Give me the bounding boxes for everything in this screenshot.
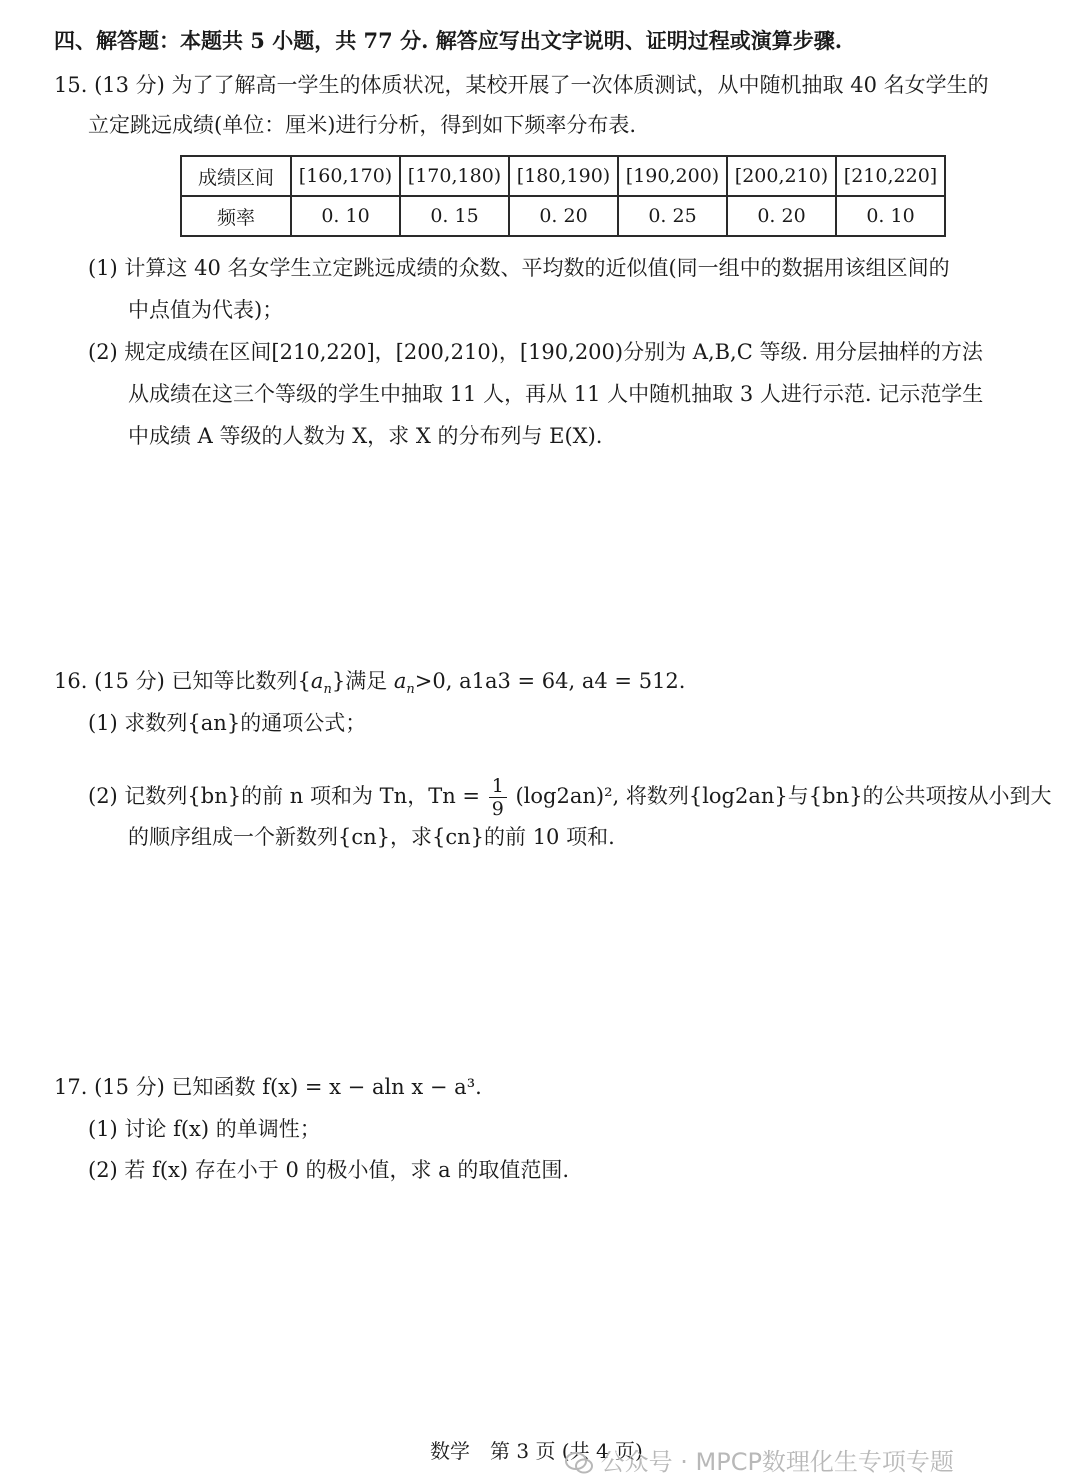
interval-cell: [170,180): [400, 156, 509, 196]
q15-stem-line1: 15. (13 分) 为了了解高一学生的体质状况，某校开展了一次体质测试，从中随机抽取 40 名女学生的: [54, 73, 989, 97]
fraction-denominator: 9: [491, 798, 504, 820]
q16-part1: (1) 求数列{an}的通项公式；: [88, 711, 367, 735]
table-header-label: 成绩区间: [181, 156, 291, 196]
q17-stem: 17. (15 分) 已知函数 f(x) = x − aln x − a³.: [54, 1075, 482, 1099]
table-row-frequency: [181, 196, 945, 236]
q15-part2-line3: 中成绩 A 等级的人数为 X，求 X 的分布列与 E(X).: [128, 424, 603, 448]
frequency-cell: 0. 20: [727, 196, 836, 236]
interval-cell: [210,220]: [836, 156, 945, 196]
q16-stem-mid: 满足: [345, 669, 388, 693]
q16-part2-line1: [88, 766, 1051, 826]
frequency-cell: 0. 10: [291, 196, 400, 236]
interval-cell: [190,200): [618, 156, 727, 196]
page-footer: 数学 第 3 页 (共 4 页): [430, 1439, 643, 1463]
q16-part2-suffix: (log2an)², 将数列{log2an}与{bn}的公共项按从小到大: [515, 784, 1052, 808]
q15-part1-line1: (1) 计算这 40 名女学生立定跳远成绩的众数、平均数的近似值(同一组中的数据用该组区间的: [88, 256, 950, 280]
q15-part2-line1: (2) 规定成绩在区间[210,220]，[200,210)，[190,200)分别为 A,B,C 等级. 用分层抽样的方法: [88, 340, 983, 364]
q16-stem-prefix: 16. (15 分) 已知等比数列: [54, 669, 298, 693]
watermark: [565, 1442, 954, 1477]
table-row-intervals: [181, 156, 945, 196]
section-heading: 四、解答题：本题共 5 小题，共 77 分. 解答应写出文字说明、证明过程或演算步骤.: [54, 28, 843, 53]
wechat-icon: [565, 1452, 593, 1474]
q17-part2: (2) 若 f(x) 存在小于 0 的极小值，求 a 的取值范围.: [88, 1158, 570, 1182]
fraction-numerator: 1: [489, 775, 507, 798]
interval-cell: [180,190): [509, 156, 618, 196]
interval-cell: [160,170): [291, 156, 400, 196]
frequency-cell: 0. 25: [618, 196, 727, 236]
table-row-label: 频率: [181, 196, 291, 236]
interval-cell: [200,210): [727, 156, 836, 196]
q15-part2-line2: 从成绩在这三个等级的学生中抽取 11 人，再从 11 人中随机抽取 3 人进行示范. 记示范学生: [128, 382, 984, 406]
frequency-cell: 0. 15: [400, 196, 509, 236]
q15-stem-line2: 立定跳远成绩(单位：厘米)进行分析，得到如下频率分布表.: [88, 113, 637, 137]
frequency-table: [180, 155, 946, 237]
q17-part1: (1) 讨论 f(x) 的单调性；: [88, 1117, 321, 1141]
frequency-cell: 0. 10: [836, 196, 945, 236]
q16-stem: 16. (15 分) 已知等比数列$\{a_n\}$满足 $a_n>0$, a1a3 = 64, a4 = 512.: [54, 669, 686, 697]
q16-part2-prefix: (2) 记数列{bn}的前 n 项和为 Tn，Tn =: [88, 784, 480, 808]
q16-part2-line2: 的顺序组成一个新数列{cn}，求{cn}的前 10 项和.: [128, 825, 615, 849]
frequency-cell: 0. 20: [509, 196, 618, 236]
q15-part1-line2: 中点值为代表)；: [128, 298, 284, 322]
q16-stem-values: , a1a3 = 64, a4 = 512.: [445, 669, 686, 693]
watermark-text: 公众号 · MPCP数理化生专项专题: [600, 1448, 954, 1476]
fraction: [489, 775, 507, 820]
